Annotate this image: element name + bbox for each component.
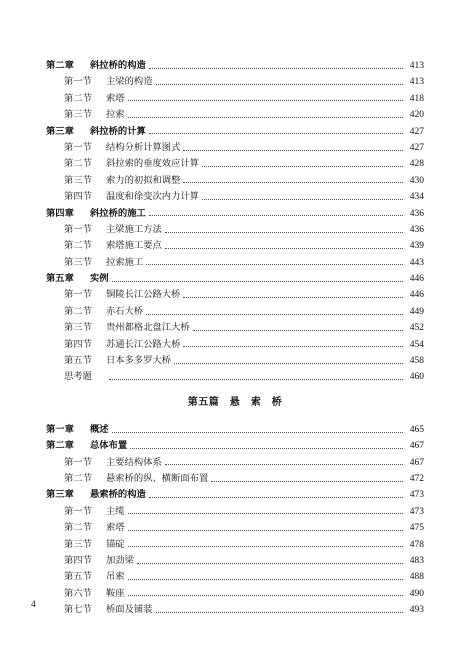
toc-entry-label: 第一节	[64, 456, 92, 468]
toc-entry-label: 第二节	[64, 522, 92, 534]
toc-section-row	[46, 238, 424, 254]
dot-leader	[193, 330, 403, 331]
dot-leader	[202, 199, 403, 200]
toc-entry-label: 第一节	[64, 76, 92, 88]
toc-entry-label: 第一节	[64, 289, 92, 301]
toc-entry-title: 悬索桥的纵、横断面布置	[106, 472, 209, 484]
dot-leader	[156, 612, 404, 613]
toc-page-number: 475	[409, 523, 424, 534]
toc-entry-title: 鞍座	[106, 587, 125, 599]
toc-entry-title: 主要结构体系	[106, 456, 162, 468]
toc-section-row	[46, 91, 424, 107]
toc-entry-title: 实例	[90, 273, 109, 285]
toc-page-number: 427	[409, 142, 424, 153]
toc-section-row	[46, 304, 424, 320]
toc-entry-label: 第一节	[64, 141, 92, 153]
dot-leader	[156, 84, 404, 85]
toc-page-number: 490	[409, 588, 424, 599]
dot-leader	[149, 68, 403, 69]
toc-section-row	[46, 504, 424, 520]
toc-chapter-row	[46, 438, 424, 454]
toc-entry-label: 第三章	[46, 489, 74, 501]
toc-page-number: 436	[409, 208, 424, 219]
toc-entry-label: 第一节	[64, 505, 92, 517]
dot-leader	[183, 297, 403, 298]
toc-entry-title: 温度和徐变次内力计算	[106, 191, 199, 203]
dot-leader	[128, 546, 403, 547]
toc-entry-title: 斜拉索的垂度效应计算	[106, 158, 199, 170]
toc-entry-label: 第一章	[46, 423, 74, 435]
dot-leader	[149, 133, 403, 134]
toc-section-row	[46, 455, 424, 471]
toc-entry-title: 概述	[90, 423, 109, 435]
toc-entry-title: 索塔施工要点	[106, 240, 162, 252]
toc-chapter-row	[46, 124, 424, 140]
toc-entry-title: 吊索	[106, 571, 125, 583]
toc-page-number: 473	[409, 490, 424, 501]
toc-page-number: 458	[409, 356, 424, 367]
toc-page-number: 449	[409, 306, 424, 317]
toc-entry-label: 第二节	[64, 240, 92, 252]
toc-page-number: 446	[409, 290, 424, 301]
page-folio: 4	[31, 600, 36, 610]
toc-page-number: 465	[409, 424, 424, 435]
toc-entry-title: 斜拉桥的施工	[90, 207, 146, 219]
toc-page-number: 430	[409, 175, 424, 186]
toc-page-number: 488	[409, 572, 424, 583]
toc-section-row	[46, 337, 424, 353]
toc-entry-title: 拉索施工	[106, 256, 144, 268]
toc-chapter-row	[46, 58, 424, 74]
toc-page-number: 418	[409, 93, 424, 104]
toc-entry-title: 苏通长江公路大桥	[106, 338, 181, 350]
dot-leader	[183, 182, 403, 183]
toc-page-number: 413	[409, 77, 424, 88]
toc-entry-label: 第四节	[64, 338, 92, 350]
toc-page-number: 467	[409, 457, 424, 468]
toc-entry-label: 第五节	[64, 355, 92, 367]
toc-entry-label: 第四节	[64, 191, 92, 203]
dot-leader	[130, 448, 403, 449]
toc-page-number: 467	[409, 441, 424, 452]
dot-leader	[183, 346, 403, 347]
toc-entry-title: 斜拉桥的计算	[90, 125, 146, 137]
toc-entry-title: 结构分析计算图式	[106, 141, 181, 153]
toc-entry-label: 第二节	[64, 472, 92, 484]
toc-entry-title: 索塔	[106, 92, 125, 104]
toc-entry-label: 第四节	[64, 554, 92, 566]
toc-entry-title: 斜拉桥的构造	[90, 60, 146, 71]
toc-part-a-list	[46, 58, 424, 386]
dot-leader	[146, 314, 403, 315]
part-heading: 第五篇 悬 索 桥	[187, 396, 283, 408]
dot-leader	[211, 481, 403, 482]
toc-section-row	[46, 140, 424, 156]
toc-entry-label: 第六节	[64, 587, 92, 599]
toc-chapter-row	[46, 422, 424, 438]
toc-entry-title: 加劲梁	[106, 554, 134, 566]
toc-page-number: 427	[409, 126, 424, 137]
toc-section-row	[46, 222, 424, 238]
toc-section-row	[46, 537, 424, 553]
toc-section-row	[46, 107, 424, 123]
toc-page-number: 454	[409, 339, 424, 350]
dot-leader	[128, 513, 403, 514]
toc-entry-label: 第三节	[64, 256, 92, 268]
toc-section-row	[46, 74, 424, 90]
dot-leader	[174, 363, 403, 364]
toc-entry-label: 第四章	[46, 207, 74, 219]
dot-leader	[137, 563, 403, 564]
toc-section-row	[46, 602, 424, 618]
toc-page-number: 473	[409, 506, 424, 517]
toc-entry-label: 第三节	[64, 322, 92, 334]
toc-page-number: 460	[409, 372, 424, 383]
toc-entry-title: 日本多多罗大桥	[106, 355, 172, 367]
dot-leader	[183, 150, 403, 151]
dot-leader	[128, 530, 403, 531]
toc-entry-label: 第二节	[64, 305, 92, 317]
toc-entry-label: 第二节	[64, 92, 92, 104]
toc-entry-title: 赤石大桥	[106, 305, 144, 317]
toc-section-row	[46, 471, 424, 487]
dot-leader	[128, 117, 403, 118]
toc-part-b-list	[46, 422, 424, 619]
toc-page-number: 443	[409, 257, 424, 268]
dot-leader	[128, 595, 403, 596]
toc-section-row	[46, 553, 424, 569]
dot-leader	[112, 432, 403, 433]
toc-section-row	[46, 287, 424, 303]
toc-entry-title: 拉索	[106, 109, 125, 121]
toc-entry-title: 主梁施工方法	[106, 223, 162, 235]
toc-entry-title: 贵州都格北盘江大桥	[106, 322, 190, 334]
toc-section-row	[46, 353, 424, 369]
toc-chapter-row	[46, 271, 424, 287]
toc-page-number: 483	[409, 555, 424, 566]
toc-chapter-row	[46, 487, 424, 503]
dot-leader	[149, 215, 403, 216]
toc-entry-title: 悬索桥的构造	[90, 489, 146, 501]
toc-question-row	[46, 369, 424, 385]
toc-entry-label: 第三节	[64, 174, 92, 186]
toc-entry-label: 第三章	[46, 125, 74, 137]
toc-entry-title: 索力的初拟和调整	[106, 174, 181, 186]
toc-page-number: 472	[409, 473, 424, 484]
toc-page-number: 493	[409, 605, 424, 616]
toc-entry-title: 桥面及铺装	[106, 604, 153, 616]
dot-leader	[146, 264, 403, 265]
toc-entry-label: 第五章	[46, 273, 74, 285]
toc-page-number: 434	[409, 192, 424, 203]
dot-leader	[165, 464, 403, 465]
toc-page-number: 446	[409, 274, 424, 285]
toc-entry-title: 索塔	[106, 522, 125, 534]
toc-entry-label: 第七节	[64, 604, 92, 616]
toc-section-row	[46, 189, 424, 205]
toc-entry-title: 总体布置	[90, 440, 128, 452]
toc-page-number: 428	[409, 159, 424, 170]
toc-entry-label: 第一节	[64, 223, 92, 235]
dot-leader	[149, 497, 403, 498]
toc-page-number: 420	[409, 110, 424, 121]
table-of-contents	[46, 58, 424, 619]
dot-leader	[128, 100, 403, 101]
toc-page-number: 452	[409, 323, 424, 334]
dot-leader	[112, 281, 403, 282]
toc-entry-label: 思考题	[64, 371, 92, 383]
toc-page-number: 439	[409, 241, 424, 252]
toc-section-row	[46, 586, 424, 602]
toc-chapter-row	[46, 206, 424, 222]
toc-entry-title: 主梁的构造	[106, 76, 153, 88]
toc-section-row	[46, 520, 424, 536]
toc-entry-label: 第二章	[46, 440, 74, 452]
toc-page-number: 436	[409, 224, 424, 235]
dot-leader	[202, 166, 403, 167]
toc-section-row	[46, 255, 424, 271]
toc-entry-label: 第五节	[64, 571, 92, 583]
dot-leader	[165, 248, 403, 249]
toc-entry-label: 第二章	[46, 60, 74, 71]
toc-section-row	[46, 320, 424, 336]
toc-section-row	[46, 569, 424, 585]
dot-leader	[109, 379, 403, 380]
toc-entry-label: 第二节	[64, 158, 92, 170]
toc-entry-title: 锚碇	[106, 538, 125, 550]
dot-leader	[165, 232, 403, 233]
toc-page-number: 478	[409, 539, 424, 550]
dot-leader	[128, 579, 403, 580]
toc-section-row	[46, 173, 424, 189]
toc-page-number: 413	[409, 61, 424, 71]
toc-entry-title: 主缆	[106, 505, 125, 517]
toc-entry-label: 第三节	[64, 538, 92, 550]
toc-entry-title: 铜陵长江公路大桥	[106, 289, 181, 301]
toc-section-row	[46, 156, 424, 172]
toc-entry-label: 第三节	[64, 109, 92, 121]
